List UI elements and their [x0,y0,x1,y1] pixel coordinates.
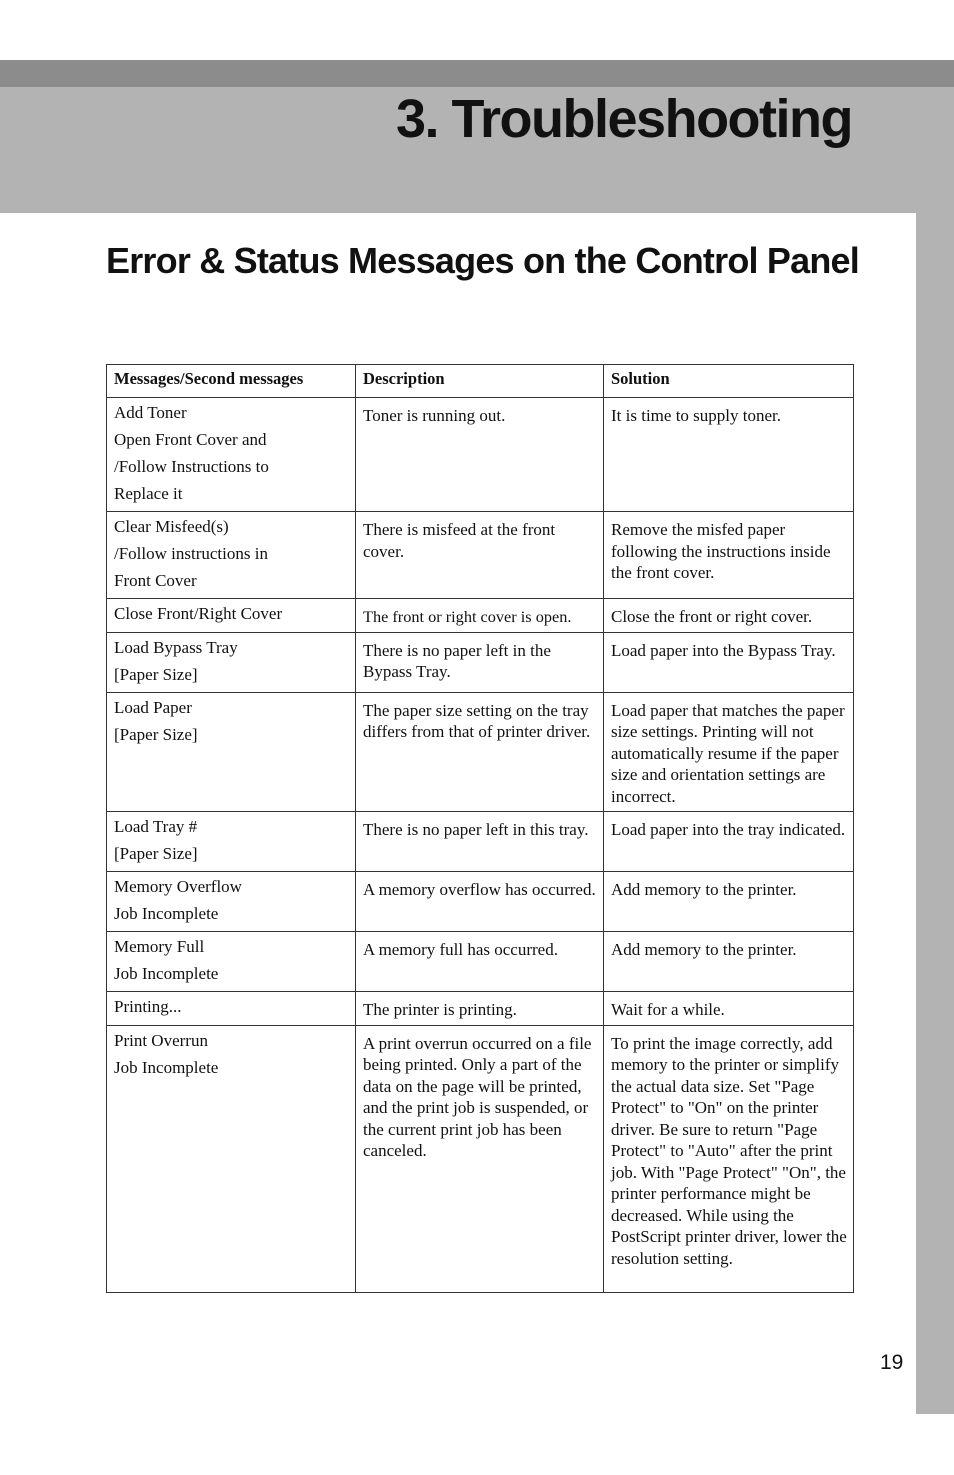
message-cell [107,632,356,692]
message-line: Close Front/Right Cover [114,604,283,623]
table-row [107,632,854,692]
message-line: /Follow instructions in [114,544,268,563]
solution-cell: To print the image correctly, add memory to the printer or simplify the actual data size. Set "Page Protect" to "On" on the printer driver. Be sure to return "Page Protect" to "Auto" after the print job. With "Page Protect" "On", the printer performance might be decreased. While using the PostScript printer driver, lower the resolution setting. [604,1025,854,1292]
message-line: Memory Overflow [114,877,242,896]
message-line: Load Tray # [114,817,198,836]
message-cell [107,812,356,872]
error-messages-table [106,364,854,1293]
description-cell: A memory full has occurred. [356,932,604,992]
solution-cell: Load paper into the tray indicated. [604,812,854,872]
table-row [107,692,854,812]
message-line: Load Bypass Tray [114,637,238,657]
description-cell: The front or right cover is open. [356,599,604,633]
message-cell [107,692,356,812]
column-header-solution: Solution [604,365,854,398]
table-row [107,599,854,633]
message-line: Replace it [114,484,183,503]
table-row [107,992,854,1026]
message-line: Open Front Cover and [114,430,267,449]
message-line: Clear Misfeed(s) [114,517,229,536]
table-row [107,1025,854,1292]
table-row [107,932,854,992]
message-line: Print Overrun [114,1030,208,1050]
solution-cell: It is time to supply toner. [604,398,854,512]
solution-cell: Close the front or right cover. [604,599,854,633]
message-line: Add Toner [114,403,187,422]
table-row [107,812,854,872]
message-cell [107,512,356,599]
column-header-description: Description [356,365,604,398]
message-line: [Paper Size] [114,664,198,684]
description-cell: Toner is running out. [356,398,604,512]
message-cell [107,398,356,512]
message-cell [107,872,356,932]
page-number: 19 [880,1351,904,1374]
side-tab-bar [916,213,954,1414]
message-cell [107,992,356,1026]
section-title: Error & Status Messages on the Control Panel [106,240,859,281]
message-line: Job Incomplete [114,964,219,983]
table-row [107,872,854,932]
message-line: Front Cover [114,571,197,590]
solution-cell: Load paper into the Bypass Tray. [604,632,854,692]
solution-cell: Load paper that matches the paper size settings. Printing will not automatically resume if the paper size and orientation settings are incorrect. [604,692,854,812]
description-cell: A memory overflow has occurred. [356,872,604,932]
message-cell [107,932,356,992]
message-line: Job Incomplete [114,1057,219,1077]
description-cell: The paper size setting on the tray differs from that of printer driver. [356,692,604,812]
table-row [107,512,854,599]
column-header-messages: Messages/Second messages [107,365,356,398]
description-cell: The printer is printing. [356,992,604,1026]
message-line: Load Paper [114,697,192,717]
description-cell: A print overrun occurred on a file being printed. Only a part of the data on the page will be printed, and the print job is suspended, or the current print job has been canceled. [356,1025,604,1292]
description-cell: There is misfeed at the front cover. [356,512,604,599]
solution-cell: Add memory to the printer. [604,932,854,992]
message-line: Job Incomplete [114,904,219,923]
message-line: Memory Full [114,937,205,956]
solution-cell: Wait for a while. [604,992,854,1026]
table-header-row [107,365,854,398]
table-row [107,398,854,512]
message-line: [Paper Size] [114,844,198,863]
description-cell: There is no paper left in the Bypass Tray. [356,632,604,692]
header-top-strip [0,60,954,87]
chapter-title: 3. Troubleshooting [396,89,852,149]
solution-cell: Remove the misfed paper following the instructions inside the front cover. [604,512,854,599]
message-cell [107,599,356,633]
solution-cell: Add memory to the printer. [604,872,854,932]
message-cell [107,1025,356,1292]
description-cell: There is no paper left in this tray. [356,812,604,872]
message-line: /Follow Instructions to [114,457,269,476]
message-line: Printing... [114,997,182,1016]
message-line: [Paper Size] [114,724,198,744]
